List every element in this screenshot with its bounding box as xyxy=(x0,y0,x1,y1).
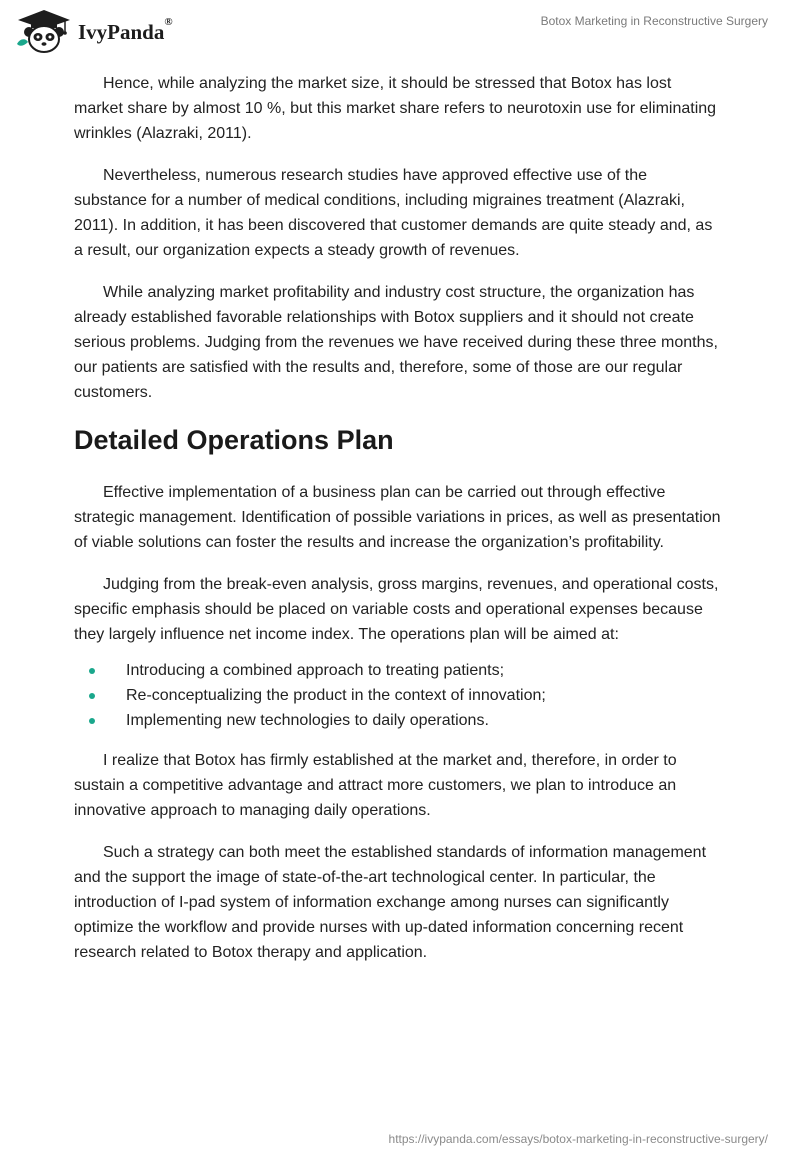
bullet-dot-icon xyxy=(89,718,95,724)
logo[interactable] xyxy=(14,8,184,54)
list-item xyxy=(74,708,724,733)
paragraph: I realize that Botox has firmly established at the market and, therefore, in order to sustain a competitive advantage and attract more customers, we plan to introduce an innovative approach to managing daily operations. xyxy=(74,752,677,819)
brand-name: IvyPanda® xyxy=(78,16,173,44)
article-body xyxy=(74,71,724,982)
document-title: Botox Marketing in Reconstructive Surgery xyxy=(540,14,768,28)
list-item-text: Implementing new technologies to daily operations. xyxy=(126,712,489,729)
bullet-dot-icon xyxy=(89,668,95,674)
list-item-text: Re-conceptualizing the product in the context of innovation; xyxy=(126,687,546,704)
paragraph: Judging from the break-even analysis, gross margins, revenues, and operational costs, specific emphasis should be placed on variable costs and operational expenses because they largely influence net income index. The operations plan will be aimed at: xyxy=(74,576,719,643)
panda-graduate-icon xyxy=(14,8,74,54)
paragraph: Effective implementation of a business plan can be carried out through effective strategic management. Identification of possible variations in prices, as well as presentation of viable solutions can foster the results and increase the organization’s profitability. xyxy=(74,484,721,551)
list-item-text: Introducing a combined approach to treating patients; xyxy=(126,662,505,679)
page-header xyxy=(0,0,800,62)
paragraph: While analyzing market profitability and industry cost structure, the organization has already established favorable relationships with Botox suppliers and it should not create serious problems. Judging from the revenues we have received during these three months, our patients are satisfied with the results and, therefore, some of those are our regular customers. xyxy=(74,284,718,401)
list-item xyxy=(74,658,724,683)
registered-mark: ® xyxy=(164,16,173,28)
paragraph: Hence, while analyzing the market size, it should be stressed that Botox has lost market share by almost 10 %, but this market share refers to neurotoxin use for eliminating wrinkles (Alazraki, 2011). xyxy=(74,75,717,142)
paragraph: Such a strategy can both meet the established standards of information management and the support the image of state-of-the-art technological center. In particular, the introduction of I-pad system of information exchange among nurses can significantly optimize the workflow and provide nurses with up-dated information concerning recent research related to Botox therapy and application. xyxy=(74,844,707,961)
paragraph: Nevertheless, numerous research studies have approved effective use of the substance for a number of medical conditions, including migraines treatment (Alazraki, 2011). In addition, it has been discovered that customer demands are quite steady and, as a result, our organization expects a steady growth of revenues. xyxy=(74,167,713,259)
source-url-link[interactable]: https://ivypanda.com/essays/botox-marketing-in-reconstructive-surgery/ xyxy=(388,1132,768,1146)
bullet-list xyxy=(74,658,724,733)
section-heading: Detailed Operations Plan xyxy=(74,425,394,455)
list-item xyxy=(74,683,724,708)
bullet-dot-icon xyxy=(89,693,95,699)
